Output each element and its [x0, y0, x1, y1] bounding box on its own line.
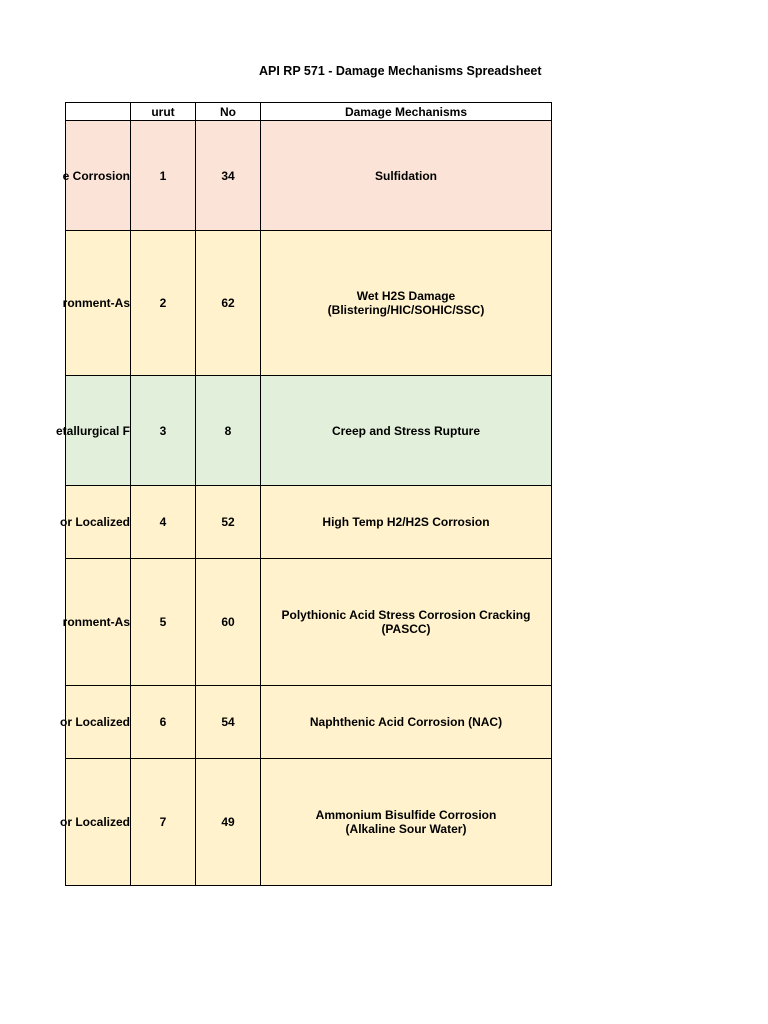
damage-mechanism-line1: Naphthenic Acid Corrosion (NAC) [309, 715, 503, 729]
damage-mechanism-cell[interactable] [261, 231, 552, 376]
type-cell[interactable]: ronment-As [66, 559, 131, 686]
table-row [66, 559, 552, 686]
urut-cell[interactable]: 2 [131, 231, 196, 376]
urut-cell[interactable]: 5 [131, 559, 196, 686]
header-damage-mechanisms[interactable]: Damage Mechanisms [261, 103, 552, 121]
type-cell[interactable]: etallurgical F [66, 376, 131, 486]
table-row [66, 759, 552, 886]
damage-mechanism-line1: Creep and Stress Rupture [331, 423, 481, 438]
damage-mechanisms-table [55, 102, 552, 886]
no-cell[interactable]: 34 [196, 121, 261, 231]
damage-mechanism-line1: Polythionic Acid Stress Corrosion Cracking [281, 608, 531, 622]
damage-mechanism-cell[interactable] [261, 376, 552, 486]
no-cell[interactable]: 52 [196, 486, 261, 559]
damage-mechanism-line1: Wet H2S Damage [356, 289, 456, 303]
header-urut[interactable]: urut [131, 103, 196, 121]
header-row [66, 103, 552, 121]
damage-mechanism-line1: Ammonium Bisulfide Corrosion [315, 808, 497, 822]
no-cell[interactable]: 49 [196, 759, 261, 886]
urut-cell[interactable]: 7 [131, 759, 196, 886]
damage-mechanism-cell[interactable] [261, 686, 552, 759]
urut-cell[interactable]: 4 [131, 486, 196, 559]
urut-cell[interactable]: 3 [131, 376, 196, 486]
type-cell[interactable]: or Localized [66, 759, 131, 886]
table-row [66, 376, 552, 486]
damage-mechanism-cell[interactable] [261, 486, 552, 559]
header-no[interactable]: No [196, 103, 261, 121]
damage-mechanism-line2: (PASCC) [381, 622, 431, 636]
no-cell[interactable]: 62 [196, 231, 261, 376]
no-cell[interactable]: 54 [196, 686, 261, 759]
type-cell[interactable]: or Localized [66, 486, 131, 559]
no-cell[interactable]: 60 [196, 559, 261, 686]
sheet-title: API RP 571 - Damage Mechanisms Spreadsheet [259, 64, 542, 78]
table-row [66, 486, 552, 559]
urut-cell[interactable]: 1 [131, 121, 196, 231]
type-cell[interactable]: or Localized [66, 686, 131, 759]
table-row [66, 686, 552, 759]
type-cell[interactable]: ronment-As [66, 231, 131, 376]
type-cell[interactable]: e Corrosion [66, 121, 131, 231]
damage-mechanism-cell[interactable] [261, 559, 552, 686]
no-cell[interactable]: 8 [196, 376, 261, 486]
damage-mechanism-cell[interactable] [261, 759, 552, 886]
damage-mechanism-line1: High Temp H2/H2S Corrosion [322, 515, 490, 529]
damage-mechanism-line1: Sulfidation [375, 168, 437, 183]
damage-mechanism-cell[interactable] [261, 121, 552, 231]
table-row [66, 231, 552, 376]
damage-mechanism-line2: (Alkaline Sour Water) [345, 822, 467, 836]
damage-mechanism-line2: (Blistering/HIC/SOHIC/SSC) [327, 303, 485, 317]
header-type[interactable] [66, 103, 131, 121]
table-row [66, 121, 552, 231]
urut-cell[interactable]: 6 [131, 686, 196, 759]
